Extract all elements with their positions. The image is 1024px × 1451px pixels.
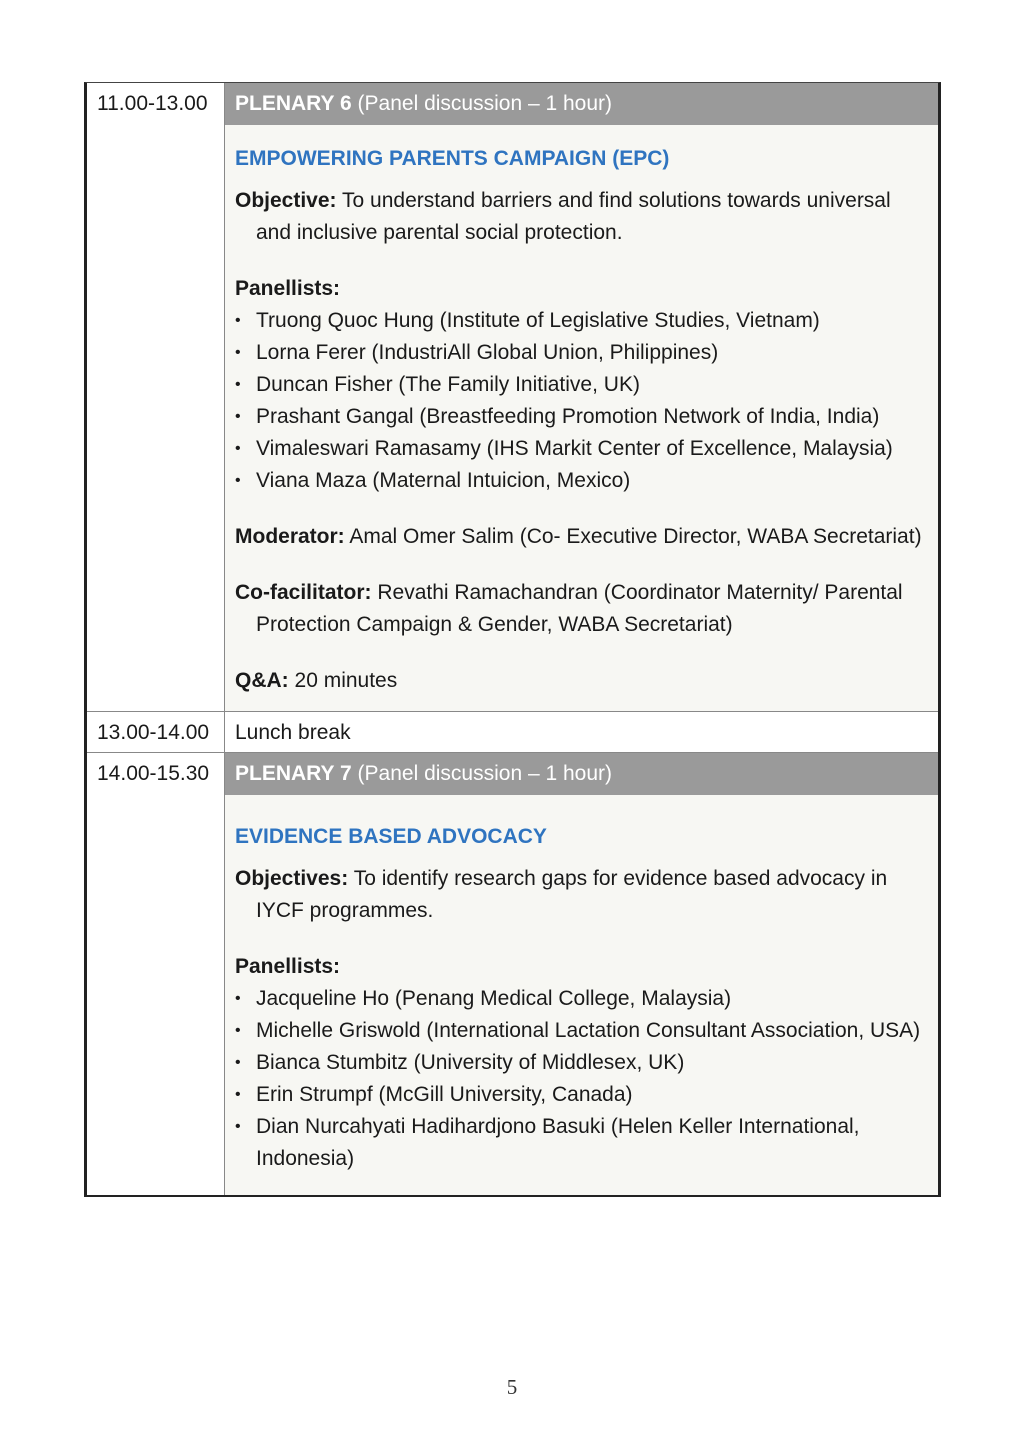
list-item: • Viana Maza (Maternal Intuicion, Mexico): [235, 465, 926, 497]
session-title: PLENARY 6: [235, 92, 352, 115]
session-details: [225, 125, 938, 711]
objectives-text: To identify research gaps for evidence based advocacy in IYCF programmes.: [256, 867, 888, 922]
plenary7-header-row: [87, 752, 938, 795]
session-format: (Panel discussion – 1 hour): [357, 92, 613, 115]
list-item: • Erin Strumpf (McGill University, Canada): [235, 1079, 926, 1111]
bullet-icon: •: [235, 1118, 241, 1135]
bullet-icon: •: [235, 408, 241, 425]
objective: [235, 185, 926, 249]
moderator-text: Amal Omer Salim (Co- Executive Director, WABA Secretariat): [349, 525, 922, 548]
list-item: • Lorna Ferer (IndustriAll Global Union, Philippines): [235, 337, 926, 369]
cofacilitator-text: Revathi Ramachandran (Coordinator Maternity/ Parental Protection Campaign & Gender, WABA Secretariat): [256, 581, 903, 636]
page-number: 5: [506, 1375, 518, 1399]
section-title: EMPOWERING PARENTS CAMPAIGN (EPC): [235, 147, 670, 170]
objective-label: Objective:: [235, 189, 337, 212]
bullet-icon: •: [235, 312, 241, 329]
bullet-icon: •: [235, 1022, 241, 1039]
cofacilitator: [235, 577, 926, 641]
time-slot: 11.00-13.00: [87, 83, 225, 125]
panellists-label: Panellists:: [235, 955, 341, 978]
session-header: [225, 753, 938, 795]
time-slot: 13.00-14.00: [87, 712, 225, 752]
bullet-icon: •: [235, 990, 241, 1007]
panellists-list: [235, 983, 926, 1175]
list-item: • Michelle Griswold (International Lactation Consultant Association, USA): [235, 1015, 926, 1047]
session-title: PLENARY 7: [235, 762, 352, 785]
section-title: EVIDENCE BASED ADVOCACY: [235, 825, 547, 848]
qa-text: 20 minutes: [294, 669, 398, 692]
bullet-icon: •: [235, 440, 241, 457]
cofacilitator-label: Co-facilitator:: [235, 581, 372, 604]
list-item: • Jacqueline Ho (Penang Medical College, Malaysia): [235, 983, 926, 1015]
bullet-icon: •: [235, 344, 241, 361]
qa-label: Q&A:: [235, 669, 289, 692]
objectives-label: Objectives:: [235, 867, 349, 890]
plenary6-header-row: [87, 83, 938, 125]
list-item: • Vimaleswari Ramasamy (IHS Markit Center of Excellence, Malaysia): [235, 433, 926, 465]
bullet-icon: •: [235, 376, 241, 393]
list-item: • Prashant Gangal (Breastfeeding Promotion Network of India, India): [235, 401, 926, 433]
panellists-label: Panellists:: [235, 277, 341, 300]
objective-text: To understand barriers and find solutions towards universal and inclusive parental social protection.: [256, 189, 891, 244]
bullet-icon: •: [235, 1054, 241, 1071]
session-format: (Panel discussion – 1 hour): [357, 762, 613, 785]
objectives: [235, 863, 926, 927]
list-item: • Dian Nurcahyati Hadihardjono Basuki (Helen Keller International, Indonesia): [235, 1111, 926, 1175]
session-header: [225, 83, 938, 125]
moderator-label: Moderator:: [235, 525, 345, 548]
time-slot: 14.00-15.30: [87, 753, 225, 795]
session-details: [225, 795, 938, 1195]
plenary6-content-row: [87, 125, 938, 711]
list-item: • Bianca Stumbitz (University of Middlesex, UK): [235, 1047, 926, 1079]
list-item: • Duncan Fisher (The Family Initiative, UK): [235, 369, 926, 401]
list-item: • Truong Quoc Hung (Institute of Legislative Studies, Vietnam): [235, 305, 926, 337]
panellists-list: [235, 305, 926, 497]
moderator: [235, 521, 926, 553]
lunch-label: Lunch break: [225, 712, 938, 752]
bullet-icon: •: [235, 1086, 241, 1103]
bullet-icon: •: [235, 472, 241, 489]
plenary7-content-row: [87, 795, 938, 1195]
qa: [235, 665, 926, 697]
lunch-row: [87, 711, 938, 752]
time-slot-empty: [87, 795, 225, 1195]
time-slot-empty: [87, 125, 225, 711]
schedule-table: [84, 82, 941, 1197]
